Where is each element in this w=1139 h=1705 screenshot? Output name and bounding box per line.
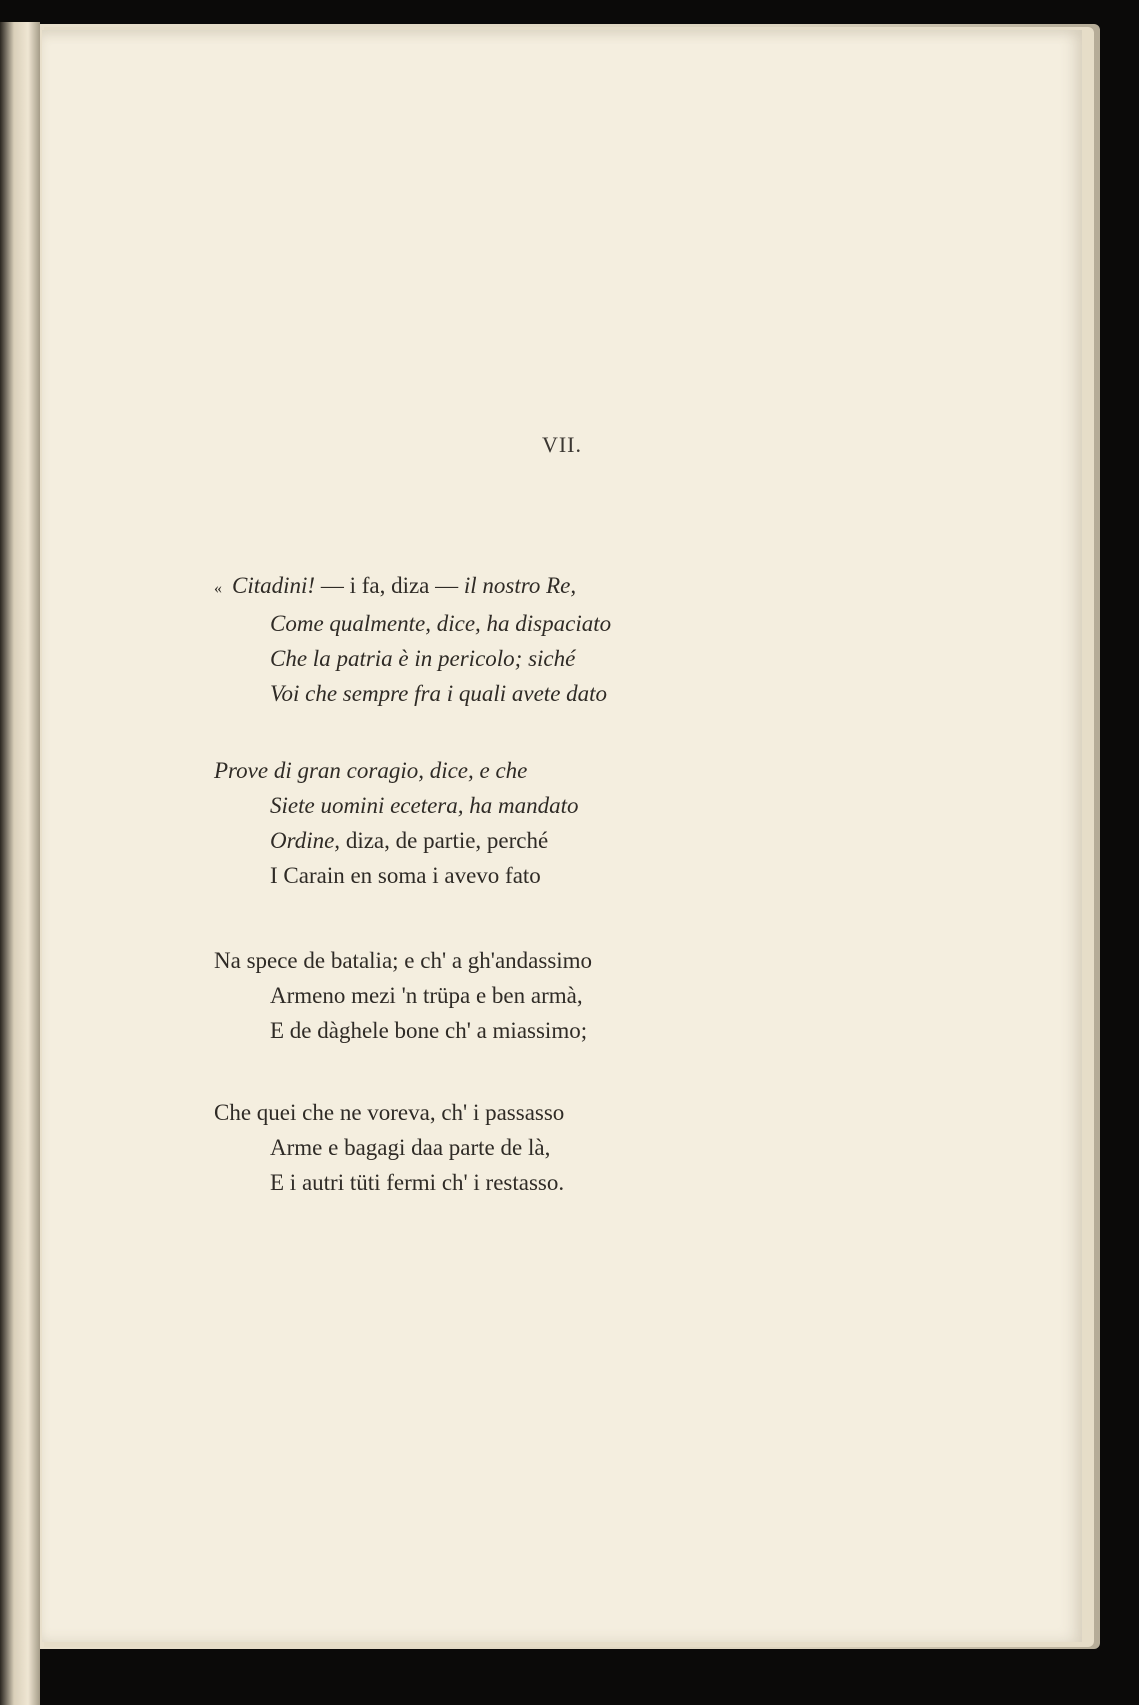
poem-line-segment: Siete uomini ecetera, ha mandato bbox=[270, 793, 579, 818]
poem-line-segment: Na spece de batalia; e ch' a gh'andassimo bbox=[214, 948, 593, 973]
poem-line bbox=[214, 606, 611, 641]
poem-line-segment: Arme e bagagi daa parte de là, bbox=[270, 1135, 551, 1160]
stanza-3 bbox=[214, 943, 592, 1048]
poem-line bbox=[214, 858, 579, 893]
section-heading: VII. bbox=[541, 432, 583, 457]
book-page bbox=[42, 30, 1082, 1642]
poem-line bbox=[214, 823, 579, 858]
stanza-1 bbox=[214, 568, 611, 711]
poem-line-segment: Citadini! bbox=[232, 573, 316, 598]
poem-line bbox=[214, 943, 592, 978]
poem-line bbox=[214, 1013, 592, 1048]
poem-line-segment: diza, de partie, perché bbox=[340, 828, 549, 853]
poem-line-segment: Che la patria è in pericolo; siché bbox=[270, 646, 576, 671]
poem-line-segment: Che quei che ne voreva, ch' i passasso bbox=[214, 1100, 565, 1125]
poem-line-segment: I Carain en soma i avevo fato bbox=[270, 863, 541, 888]
left-page-edge bbox=[0, 22, 40, 1705]
poem-line bbox=[214, 641, 611, 676]
poem-line-segment: il nostro Re, bbox=[463, 573, 577, 598]
poem-line-segment: Ordine, bbox=[270, 828, 341, 853]
poem-line bbox=[214, 676, 611, 711]
poem-line bbox=[214, 1130, 564, 1165]
stanza-4 bbox=[214, 1095, 564, 1200]
poem-line-segment: Voi che sempre fra i quali avete dato bbox=[270, 681, 608, 706]
poem-line-segment: « bbox=[214, 580, 222, 597]
poem-line bbox=[214, 788, 579, 823]
poem-line-segment: E i autri tüti fermi ch' i restasso. bbox=[270, 1170, 565, 1195]
poem-line bbox=[214, 568, 611, 606]
poem-line bbox=[214, 753, 579, 788]
poem-line-segment: E de dàghele bone ch' a miassimo; bbox=[270, 1018, 588, 1043]
poem-line-segment: — i fa, diza — bbox=[315, 573, 464, 598]
poem-line-segment: Prove di gran coragio, dice, e che bbox=[214, 758, 528, 783]
poem-line bbox=[214, 1095, 564, 1130]
poem-line-segment: Come qualmente, dice, ha dispaciato bbox=[270, 611, 612, 636]
poem-line-segment: Armeno mezi 'n trüpa e ben armà, bbox=[270, 983, 583, 1008]
poem-line bbox=[214, 978, 592, 1013]
stanza-2 bbox=[214, 753, 579, 893]
poem-line bbox=[214, 1165, 564, 1200]
